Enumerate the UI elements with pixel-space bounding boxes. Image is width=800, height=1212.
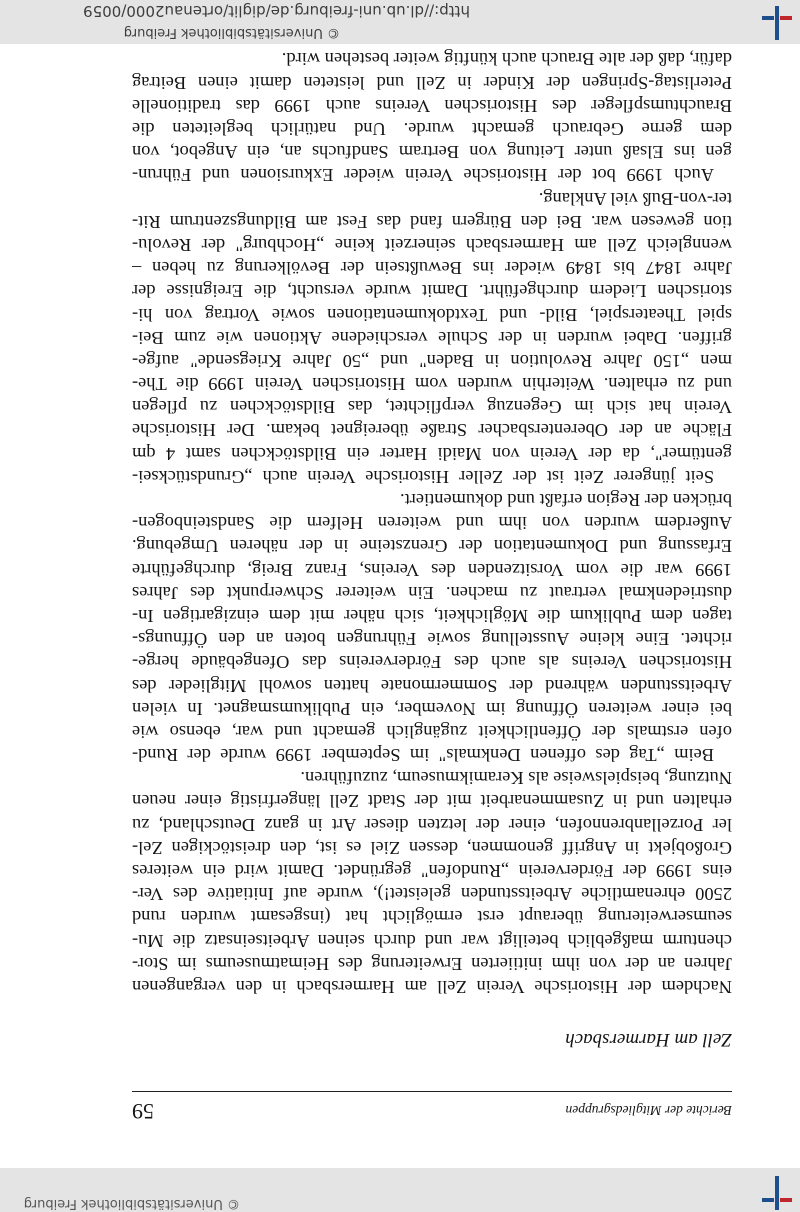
text-line: Brauchtumspfleger des Historischen Vereins auch 1999 das traditionelle xyxy=(132,95,732,116)
text-line: Beim „Tag des offenen Denkmals" im September 1999 wurde der Rund- xyxy=(132,745,714,766)
text-line: chenturm maßgeblich beteiligt war und durch seinen Arbeitseinsatz die Mu- xyxy=(132,930,732,951)
text-line: gen ins Elsaß unter Leitung von Bertram Sandfuchs an, ein Angebot, von xyxy=(132,142,732,163)
text-line: ter-von-Buß viel Anklang. xyxy=(538,188,732,209)
text-line: eins 1999 der Förderverein „Rundofen" gegründet. Damit wird ein weiteres xyxy=(132,861,732,882)
text-line: Erfassung und Dokumentation der Grenzsteine in der näheren Umgebung. xyxy=(132,536,732,557)
running-head-title: Berichte der Mitgliedsgruppen xyxy=(565,1103,732,1118)
copyright-holder: © Universitätsbibliothek Freiburg xyxy=(23,1196,240,1211)
text-line: ler Porzellanbrennofen, einer der letzten dieser Art in ganz Deutschland, zu xyxy=(132,814,732,835)
text-line: dem gerne Gebrauch gemacht wurde. Und natürlich begleiteten die xyxy=(132,119,732,140)
text-line: gentümer", da der Verein von Maidi Harter ein Bildstöckchen samt 4 qm xyxy=(132,443,732,464)
source-url-link[interactable]: http://dl.ub.uni-freiburg.de/diglit/ortenau2000/0059 xyxy=(83,2,470,20)
text-line: Verein hat sich im Gegenzug verpflichtet, das Bildstöckchen zu pflegen xyxy=(132,397,732,418)
text-line: Auch 1999 bot der Historische Verein wieder Exkursionen und Führun- xyxy=(132,165,714,186)
text-line: seumserweiterung überaupt erst ermöglicht hat (insgesamt wurden rund xyxy=(132,907,732,928)
text-line: Jahre 1847 bis 1849 wieder ins Bewußtsein der Bevölkerung zu heben – xyxy=(132,258,732,279)
page-number: 59 xyxy=(132,1099,154,1124)
university-library-logo-icon xyxy=(762,6,792,40)
copyright-notice: © Universitätsbibliothek Freiburg xyxy=(123,25,340,40)
text-line: griffen. Dabei wurden in der Schule verschiedene Aktionen wie zum Bei- xyxy=(132,327,732,348)
text-line: Außerdem wurden von ihm und weiteren Helfern die Sandsteinbogen- xyxy=(132,513,732,534)
text-line: Nutzung, beispielsweise als Keramikmuseum, zuzuführen. xyxy=(300,768,732,789)
section-title: Zell am Harmersbach xyxy=(565,1029,732,1050)
library-logo-icon xyxy=(762,1176,792,1210)
body-text xyxy=(132,47,732,998)
text-line: erhalten und in Zusammenarbeit mit der Stadt Zell längerfristig einer neuen xyxy=(132,791,732,812)
text-line: Historischen Vereins als auch des Fördervereins das Ofengebäude herge- xyxy=(132,652,732,673)
text-line: brücken der Region erfaßt und dokumentiert. xyxy=(400,490,732,511)
text-line: 1999 war die vom Vorsitzenden des Vereins, Franz Breig, durchgeführte xyxy=(132,559,732,580)
header-rule xyxy=(132,1091,732,1092)
text-line: dafür, daß der alte Brauch auch künftig weiter bestehen wird. xyxy=(281,49,732,70)
text-line: tion gewesen war. Bei den Bürgern fand das Fest am Bildungszentrum Rit- xyxy=(132,211,732,232)
scan-source-bar xyxy=(0,0,800,44)
text-line: spiel Theaterspiel, Bild- und Textdokumentationen sowie Vortrag von hi- xyxy=(132,304,732,325)
text-line: storischen Liedern durchgeführt. Damit wurde versucht, die Ereignisse der xyxy=(132,281,732,302)
text-line: dustriedenkmal vertraut zu machen. Ein weiterer Schwerpunkt des Jahres xyxy=(132,582,732,603)
scan-footer-bar-bottom-edge xyxy=(0,1168,800,1212)
text-line: Nachdem der Historische Verein Zell am Harmersbach in den vergangenen xyxy=(132,977,732,997)
text-line: ofen erstmals der Öffentlichkeit zugänglich gemacht und war, ebenso wie xyxy=(132,721,732,742)
running-head xyxy=(132,1099,732,1124)
text-line: tagen dem Publikum die Möglichkeit, sich näher mit dem einzigartigen In- xyxy=(132,606,732,626)
text-line: 2500 ehrenamtliche Arbeitsstunden geleistet!), wurde auf Initiative des Ver- xyxy=(132,884,732,905)
text-line: Arbeitsstunden während der Sommermonate hatten sowohl Mitglieder des xyxy=(132,675,732,696)
text-line: wenngleich Zell am Harmersbach seinerzeit keine „Hochburg" der Revolu- xyxy=(132,235,732,255)
text-line: Großobjekt in Angriff genommen, dessen Ziel es ist, den dreistöckigen Zel- xyxy=(132,837,732,858)
text-line: richtet. Eine kleine Ausstellung sowie Führungen boten an den Öffnungs- xyxy=(132,629,732,650)
text-line: Seit jüngerer Zeit ist der Zeller Historische Verein auch „Grundstücksei- xyxy=(132,466,714,487)
text-line: men „150 Jahre Revolution in Baden" und „50 Jahre Kriegsende" aufge- xyxy=(132,350,732,371)
text-line: bei einer weiteren Öffnung im November, ein Publikumsmagnet. In vielen xyxy=(132,698,732,719)
text-line: Jahren an der von ihm initiierten Erweiterung des Heimatmuseums im Stor- xyxy=(132,953,732,974)
text-line: Peterlistag-Springen der Kinder in Zell und leisteten damit einen Beitrag xyxy=(132,72,732,93)
text-line: und zu erhalten. Weiterhin wurden vom Historischen Verein 1999 die The- xyxy=(132,374,732,395)
text-line: Fläche an der Oberentersbacher Straße übereignet bekam. Der Historische xyxy=(132,420,732,441)
